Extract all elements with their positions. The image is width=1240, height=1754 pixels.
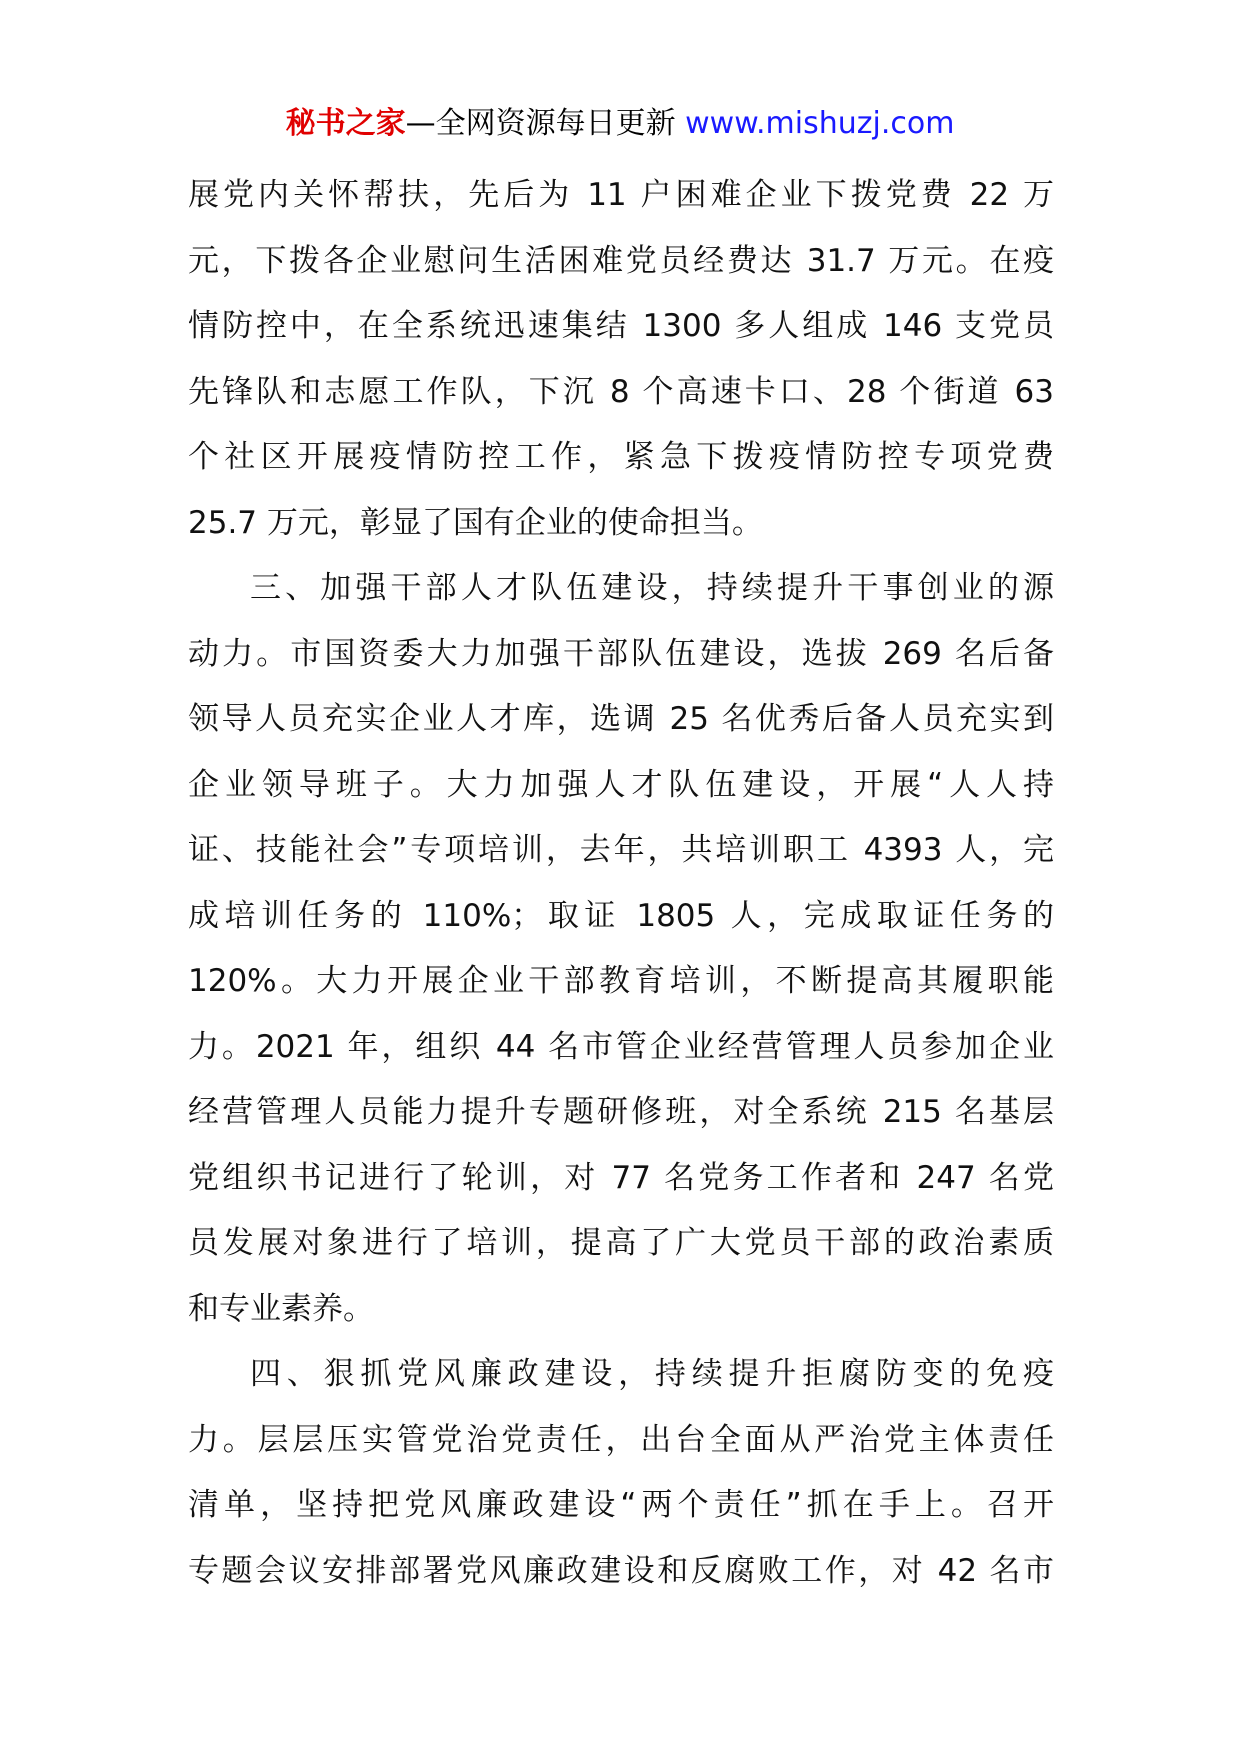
body-line: 企业领导班子。大力加强人才队伍建设，开展“人人持 (188, 766, 1054, 803)
body-line: 专题会议安排部署党风廉政建设和反腐败工作，对 42 名市 (188, 1552, 1054, 1589)
body-line: 经营管理人员能力提升专题研修班，对全系统 215 名基层 (188, 1094, 1054, 1130)
body-line: 证、技能社会”专项培训，去年，共培训职工 4393 人，完 (188, 832, 1054, 868)
body-line: 领导人员充实企业人才库，选调 25 名优秀后备人员充实到 (188, 701, 1054, 737)
body-line: 动力。市国资委大力加强干部队伍建设，选拔 269 名后备 (188, 635, 1054, 672)
body-line: 和专业素养。 (188, 1290, 374, 1327)
body-line: 元，下拨各企业慰问生活困难党员经费达 31.7 万元。在疫 (188, 242, 1054, 279)
body-line: 力。层层压实管党治党责任，出台全面从严治党主体责任 (188, 1421, 1054, 1458)
section-heading-line: 三、加强干部人才队伍建设，持续提升干事创业的源 (250, 570, 1054, 606)
body-line: 先锋队和志愿工作队，下沉 8 个高速卡口、28 个街道 63 (188, 373, 1054, 410)
body-line: 120%。大力开展企业干部教育培训，不断提高其履职能 (188, 963, 1054, 999)
body-line: 25.7 万元，彰显了国有企业的使命担当。 (188, 504, 763, 541)
body-line: 个社区开展疫情防控工作，紧急下拨疫情防控专项党费 (188, 439, 1054, 475)
body-line: 情防控中，在全系统迅速集结 1300 多人组成 146 支党员 (188, 308, 1054, 344)
page-header (0, 100, 1240, 148)
body-line: 员发展对象进行了培训，提高了广大党员干部的政治素质 (188, 1225, 1054, 1261)
document-body (188, 163, 1054, 1604)
body-line: 清单，坚持把党风廉政建设“两个责任”抓在手上。召开 (188, 1487, 1054, 1523)
body-line: 力。2021 年，组织 44 名市管企业经营管理人员参加企业 (188, 1028, 1054, 1065)
body-line: 党组织书记进行了轮训，对 77 名党务工作者和 247 名党 (188, 1159, 1054, 1196)
header-slogan: —全网资源每日更新 (405, 106, 676, 141)
header-brand: 秘书之家 (285, 106, 406, 141)
header-url[interactable]: www.mishuzj.com (685, 106, 955, 141)
body-line: 展党内关怀帮扶，先后为 11 户困难企业下拨党费 22 万 (188, 177, 1054, 213)
body-line: 成培训任务的 110%；取证 1805 人，完成取证任务的 (188, 897, 1054, 934)
section-heading-line: 四、狠抓党风廉政建设，持续提升拒腐防变的免疫 (250, 1356, 1054, 1392)
